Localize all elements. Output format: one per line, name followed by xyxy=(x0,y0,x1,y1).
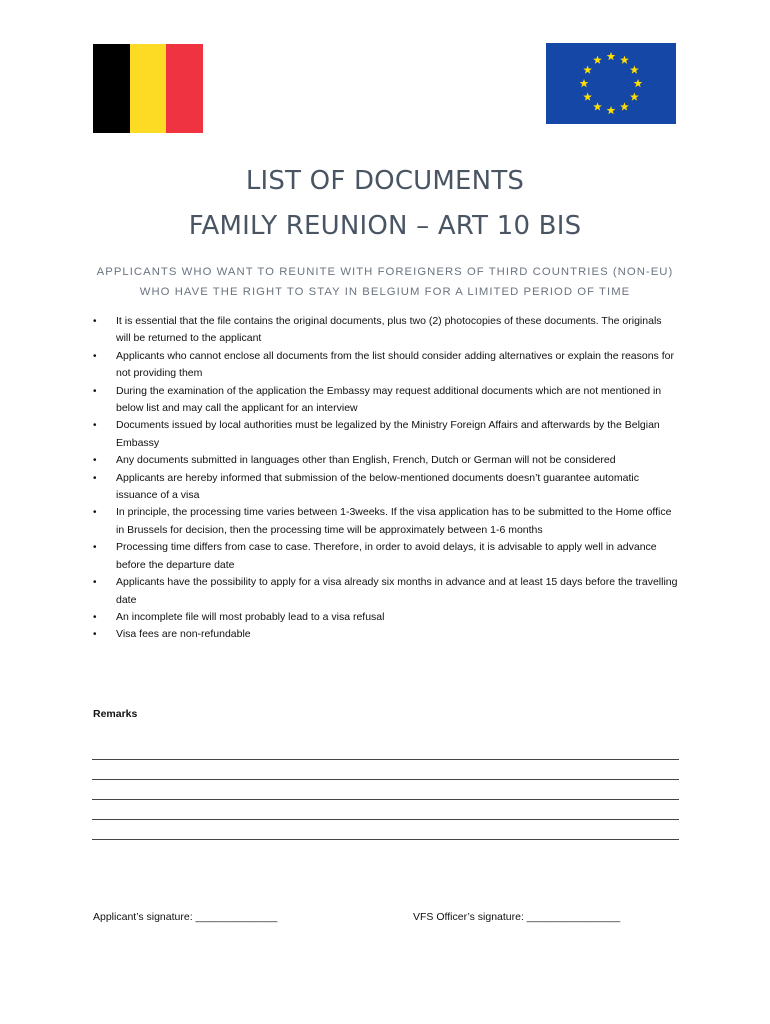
applicant-signature-field[interactable]: Applicant’s signature: ______________ xyxy=(93,911,278,923)
remarks-label: Remarks xyxy=(93,708,138,720)
list-item: • It is essential that the file contains the original documents, plus two (2) photocopies of these documents. The originals will be returned to the applicant xyxy=(93,313,678,348)
remarks-line[interactable] xyxy=(92,799,679,800)
star-icon xyxy=(583,92,592,100)
flag-stripe-red xyxy=(166,44,203,133)
list-item: • Applicants have the possibility to apply for a visa already six months in advance and at least 15 days before the travelling date xyxy=(93,574,678,609)
list-item: • During the examination of the application the Embassy may request additional documents which are not mentioned in below list and may call the applicant for an interview xyxy=(93,383,678,418)
star-icon xyxy=(580,79,589,87)
star-icon xyxy=(634,79,643,87)
list-item: • Any documents submitted in languages other than English, French, Dutch or German will not be considered xyxy=(93,452,678,469)
remarks-line[interactable] xyxy=(92,759,679,760)
list-item: • An incomplete file will most probably lead to a visa refusal xyxy=(93,609,678,626)
list-item: • Applicants are hereby informed that submission of the below-mentioned documents doesn’t guarantee automatic issuance of a visa xyxy=(93,470,678,505)
applicant-scope-line-1: APPLICANTS WHO WANT TO REUNITE WITH FOREIGNERS OF THIRD COUNTRIES (NON-EU) xyxy=(96,266,674,278)
page-subtitle-heading: FAMILY REUNION – ART 10 BIS xyxy=(188,211,582,241)
list-item: • In principle, the processing time varies between 1-3weeks. If the visa application has to be submitted to the Home office in Brussels for decision, then the processing time will be approximately between 1-6 months xyxy=(93,504,678,539)
eu-flag xyxy=(546,43,676,124)
star-icon xyxy=(607,52,616,60)
star-icon xyxy=(583,65,592,73)
star-icon xyxy=(620,56,629,64)
list-item: • Applicants who cannot enclose all documents from the list should consider adding alternatives or explain the reasons for not providing them xyxy=(93,348,678,383)
requirements-list xyxy=(93,313,678,644)
remarks-line[interactable] xyxy=(92,839,679,840)
belgium-flag xyxy=(93,44,203,133)
remarks-line[interactable] xyxy=(92,779,679,780)
star-icon xyxy=(607,106,616,114)
list-item: • Processing time differs from case to case. Therefore, in order to avoid delays, it is advisable to apply well in advance before the departure date xyxy=(93,539,678,574)
page-title: LIST OF DOCUMENTS xyxy=(245,166,525,196)
star-icon xyxy=(620,102,629,110)
star-icon xyxy=(593,102,602,110)
flag-stripe-black xyxy=(93,44,130,133)
star-icon xyxy=(630,92,639,100)
applicant-scope-line-2: WHO HAVE THE RIGHT TO STAY IN BELGIUM FOR A LIMITED PERIOD OF TIME xyxy=(139,286,631,298)
remarks-line[interactable] xyxy=(92,819,679,820)
list-item: • Visa fees are non-refundable xyxy=(93,626,678,643)
list-item: • Documents issued by local authorities must be legalized by the Ministry Foreign Affairs and afterwards by the Belgian Embassy xyxy=(93,417,678,452)
star-icon xyxy=(630,65,639,73)
eu-stars xyxy=(546,43,676,124)
officer-signature-field[interactable]: VFS Officer’s signature: ________________ xyxy=(413,911,621,923)
star-icon xyxy=(593,56,602,64)
flag-stripe-yellow xyxy=(130,44,167,133)
